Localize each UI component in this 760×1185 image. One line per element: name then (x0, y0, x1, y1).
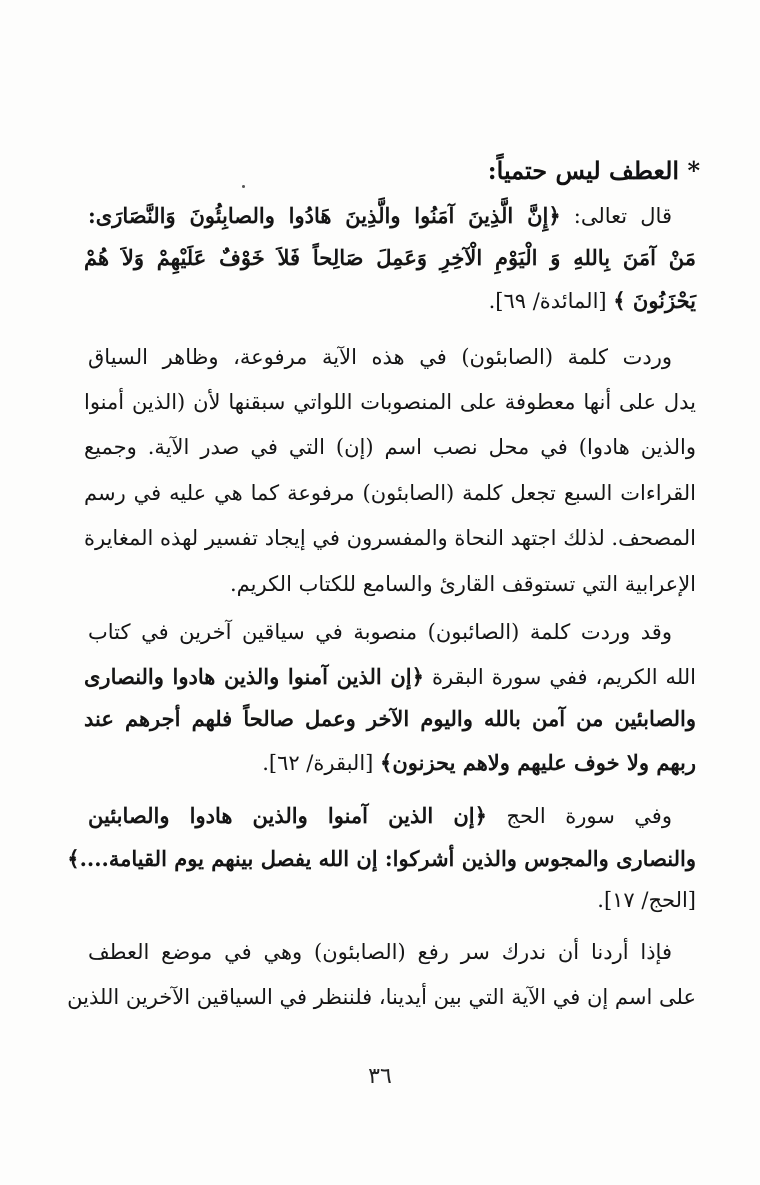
text-line (88, 345, 672, 369)
text-line (84, 750, 696, 775)
quran-quote: ﴿إن الذين آمنوا والذين هادوا والصابئين (88, 803, 487, 828)
page-number: ٣٦ (368, 1064, 392, 1089)
text-line (88, 803, 672, 828)
text-span: وردت كلمة (الصابئون) في هذه الآية مرفوعة، وظاهر السياق (88, 345, 672, 369)
text-span: [الحج/ ١٧]. (597, 888, 696, 912)
text-line (88, 203, 672, 228)
quran-quote: مَنْ آمَنَ بِاللهِ وَ الْيَوْمِ الْآخِرِ وَعَمِلَ صَالِحاً فَلاَ خَوْفٌ عَلَيْهِمْ وَلاَ هُمْ (84, 245, 696, 270)
text-span: [البقرة/ ٦٢]. (262, 751, 381, 775)
quran-quote: والنصارى والمجوس والذين أشركوا: إن الله يفصل بينهم يوم القيامة....﴾ (67, 846, 696, 871)
quran-quote: يَحْزَنُونَ ﴾ (613, 288, 696, 313)
text-span: وفي سورة الحج (486, 804, 672, 828)
text-line (67, 846, 696, 871)
text-line (84, 481, 696, 505)
text-line (84, 888, 696, 912)
text-span: المصحف. لذلك اجتهد النحاة والمفسرون في إيجاد تفسير لهذه المغايرة (84, 526, 696, 550)
text-line (84, 288, 696, 313)
text-span: الإعرابية التي تستوقف القارئ والسامع للكتاب الكريم. (230, 572, 696, 596)
text-line (84, 572, 696, 596)
text-line (84, 706, 696, 731)
text-span: والذين هادوا) في محل نصب اسم (إن) التي في صدر الآية. وجميع (84, 435, 696, 459)
section-heading: * العطف ليس حتمياً: (487, 156, 700, 185)
paper-speck (242, 185, 245, 188)
text-line (84, 245, 696, 270)
quran-quote: ﴿إِنَّ الَّذِينَ آمَنُوا والَّذِينَ هَادُوا والصابِئُونَ وَالنَّصَارَى: (88, 203, 561, 228)
quran-quote: ﴿إن الذين آمنوا والذين هادوا والنصارى (84, 664, 424, 689)
quran-quote: والصابئين من آمن بالله واليوم الآخر وعمل صالحاً فلهم أجرهم عند (84, 706, 696, 731)
quran-quote: ربهم ولا خوف عليهم ولاهم يحزنون﴾ (380, 750, 696, 775)
text-line (84, 390, 696, 414)
text-span: قال تعالى: (560, 204, 672, 228)
text-line (88, 620, 672, 644)
text-span: القراءات السبع تجعل كلمة (الصابئون) مرفوعة كما هي عليه في رسم (84, 481, 696, 505)
text-line (67, 985, 696, 1009)
text-line (84, 664, 696, 689)
text-line (84, 435, 696, 459)
text-line (84, 526, 696, 550)
text-span: فإذا أردنا أن ندرك سر رفع (الصابئون) وهي في موضع العطف (88, 940, 672, 964)
text-span: [المائدة/ ٦٩]. (488, 289, 614, 313)
text-span: وقد وردت كلمة (الصائبون) منصوبة في سياقين آخرين في كتاب (88, 620, 672, 644)
text-line (88, 940, 672, 964)
text-span: على اسم إن في الآية التي بين أيدينا، فلننظر في السياقين الآخرين اللذين (67, 985, 696, 1009)
text-span: الله الكريم، ففي سورة البقرة (423, 665, 697, 689)
text-span: يدل على أنها معطوفة على المنصوبات اللواتي سبقنها لأن (الذين أمنوا (84, 390, 696, 414)
